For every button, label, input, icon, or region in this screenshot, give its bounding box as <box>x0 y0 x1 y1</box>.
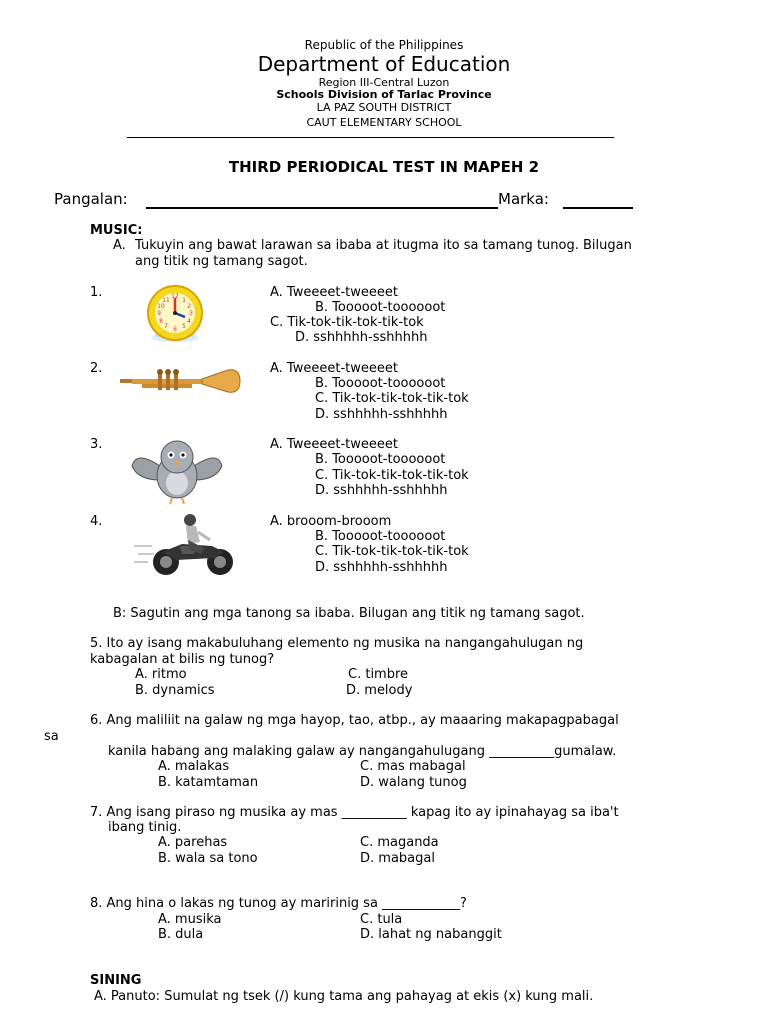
question-6-wrap: sa <box>44 729 59 744</box>
choice[interactable]: B. dula <box>158 927 204 942</box>
sining-heading: SINING <box>90 973 142 988</box>
header-district: LA PAZ SOUTH DISTRICT <box>316 101 452 114</box>
question-5-line1: 5. Ito ay isang makabuluhang elemento ng musika na nangangahulugan ng <box>90 636 584 651</box>
name-blank[interactable] <box>146 207 498 209</box>
choice[interactable]: C. maganda <box>360 835 439 850</box>
item-number: 4. <box>90 514 103 529</box>
svg-text:11: 11 <box>162 297 170 304</box>
trumpet-icon <box>118 366 242 398</box>
choice[interactable]: D. sshhhhh-sshhhhh <box>295 330 428 345</box>
choice[interactable]: D. sshhhhh-sshhhhh <box>315 560 448 575</box>
header-divider <box>127 137 614 138</box>
choice[interactable]: C. tula <box>360 912 403 927</box>
svg-text:1: 1 <box>182 297 186 304</box>
motorcycle-icon <box>132 512 240 582</box>
test-title: THIRD PERIODICAL TEST IN MAPEH 2 <box>228 158 540 176</box>
choice[interactable]: A. brooom-brooom <box>270 514 392 529</box>
choice[interactable]: A. Tweeeet-tweeeet <box>270 361 398 376</box>
header-republic: Republic of the Philippines <box>304 38 464 52</box>
choice[interactable]: B. Tooooot-toooooot <box>315 300 446 315</box>
question-7-line2: ibang tinig. <box>108 820 182 835</box>
choice[interactable]: B. dynamics <box>135 683 215 698</box>
svg-text:12: 12 <box>171 293 179 300</box>
choice[interactable]: B. katamtaman <box>158 775 259 790</box>
svg-text:2: 2 <box>187 303 191 310</box>
choice[interactable]: C. Tik-tok-tik-tok-tik-tok <box>270 315 424 330</box>
choice[interactable]: D. walang tunog <box>360 775 467 790</box>
choice[interactable]: A. musika <box>158 912 222 927</box>
header-region: Region III-Central Luzon <box>318 76 450 89</box>
svg-text:5: 5 <box>182 323 186 330</box>
choice[interactable]: B. Tooooot-toooooot <box>315 376 446 391</box>
svg-text:8: 8 <box>159 318 163 325</box>
score-blank[interactable] <box>563 207 633 209</box>
instruction-a-letter: A. <box>113 238 126 253</box>
choice[interactable]: A. ritmo <box>135 667 187 682</box>
choice[interactable]: D. mabagal <box>360 851 435 866</box>
choice[interactable]: A. parehas <box>158 835 228 850</box>
svg-text:4: 4 <box>187 318 191 325</box>
svg-text:7: 7 <box>164 323 168 330</box>
item-number: 1. <box>90 285 103 300</box>
sining-instruction-a: A. Panuto: Sumulat ng tsek (/) kung tama ang pahayag at ekis (x) kung mali. <box>94 989 594 1004</box>
question-6-line2: kanila habang ang malaking galaw ay nangangahulugang __________gumalaw. <box>108 744 617 759</box>
choice[interactable]: B. Tooooot-toooooot <box>315 529 446 544</box>
header-division: Schools Division of Tarlac Province <box>276 88 492 101</box>
choice[interactable]: C. mas mabagal <box>360 759 466 774</box>
item-number: 3. <box>90 437 103 452</box>
choice[interactable]: A. malakas <box>158 759 230 774</box>
svg-text:10: 10 <box>157 303 165 310</box>
header-school: CAUT ELEMENTARY SCHOOL <box>306 116 462 129</box>
svg-text:6: 6 <box>173 326 177 333</box>
name-label: Pangalan: <box>54 190 128 208</box>
header-department: Department of Education <box>257 52 511 76</box>
choice[interactable]: A. Tweeeet-tweeeet <box>270 437 398 452</box>
choice[interactable]: D. lahat ng nabanggit <box>360 927 502 942</box>
choice[interactable]: C. timbre <box>348 667 409 682</box>
choice[interactable]: C. Tik-tok-tik-tok-tik-tok <box>315 391 469 406</box>
item-number: 2. <box>90 361 103 376</box>
choice[interactable]: D. melody <box>346 683 413 698</box>
instruction-a-line2: ang titik ng tamang sagot. <box>135 254 308 269</box>
choice[interactable]: D. sshhhhh-sshhhhh <box>315 483 448 498</box>
choice[interactable]: C. Tik-tok-tik-tok-tik-tok <box>315 544 469 559</box>
choice[interactable]: C. Tik-tok-tik-tok-tik-tok <box>315 468 469 483</box>
instruction-b: B: Sagutin ang mga tanong sa ibaba. Bilugan ang titik ng tamang sagot. <box>113 606 585 621</box>
music-heading: MUSIC: <box>90 223 143 238</box>
clock-icon <box>140 283 210 343</box>
choice[interactable]: B. wala sa tono <box>158 851 258 866</box>
question-5-line2: kabagalan at bilis ng tunog? <box>90 652 275 667</box>
question-8-line1: 8. Ang hina o lakas ng tunog ay maririnig sa ____________? <box>90 896 467 911</box>
svg-text:3: 3 <box>189 310 193 317</box>
choice[interactable]: B. Tooooot-toooooot <box>315 452 446 467</box>
svg-text:9: 9 <box>157 310 161 317</box>
question-7-line1: 7. Ang isang piraso ng musika ay mas __________ kapag ito ay ipinahayag sa iba't <box>90 805 619 820</box>
choice[interactable]: D. sshhhhh-sshhhhh <box>315 407 448 422</box>
question-6-line1: 6. Ang maliliit na galaw ng mga hayop, tao, atbp., ay maaaring makapagpabagal <box>90 713 619 728</box>
choice[interactable]: A. Tweeeet-tweeeet <box>270 285 398 300</box>
instruction-a-line1: Tukuyin ang bawat larawan sa ibaba at itugma ito sa tamang tunog. Bilugan <box>135 238 632 253</box>
bird-icon <box>130 436 224 510</box>
score-label: Marka: <box>498 190 549 208</box>
